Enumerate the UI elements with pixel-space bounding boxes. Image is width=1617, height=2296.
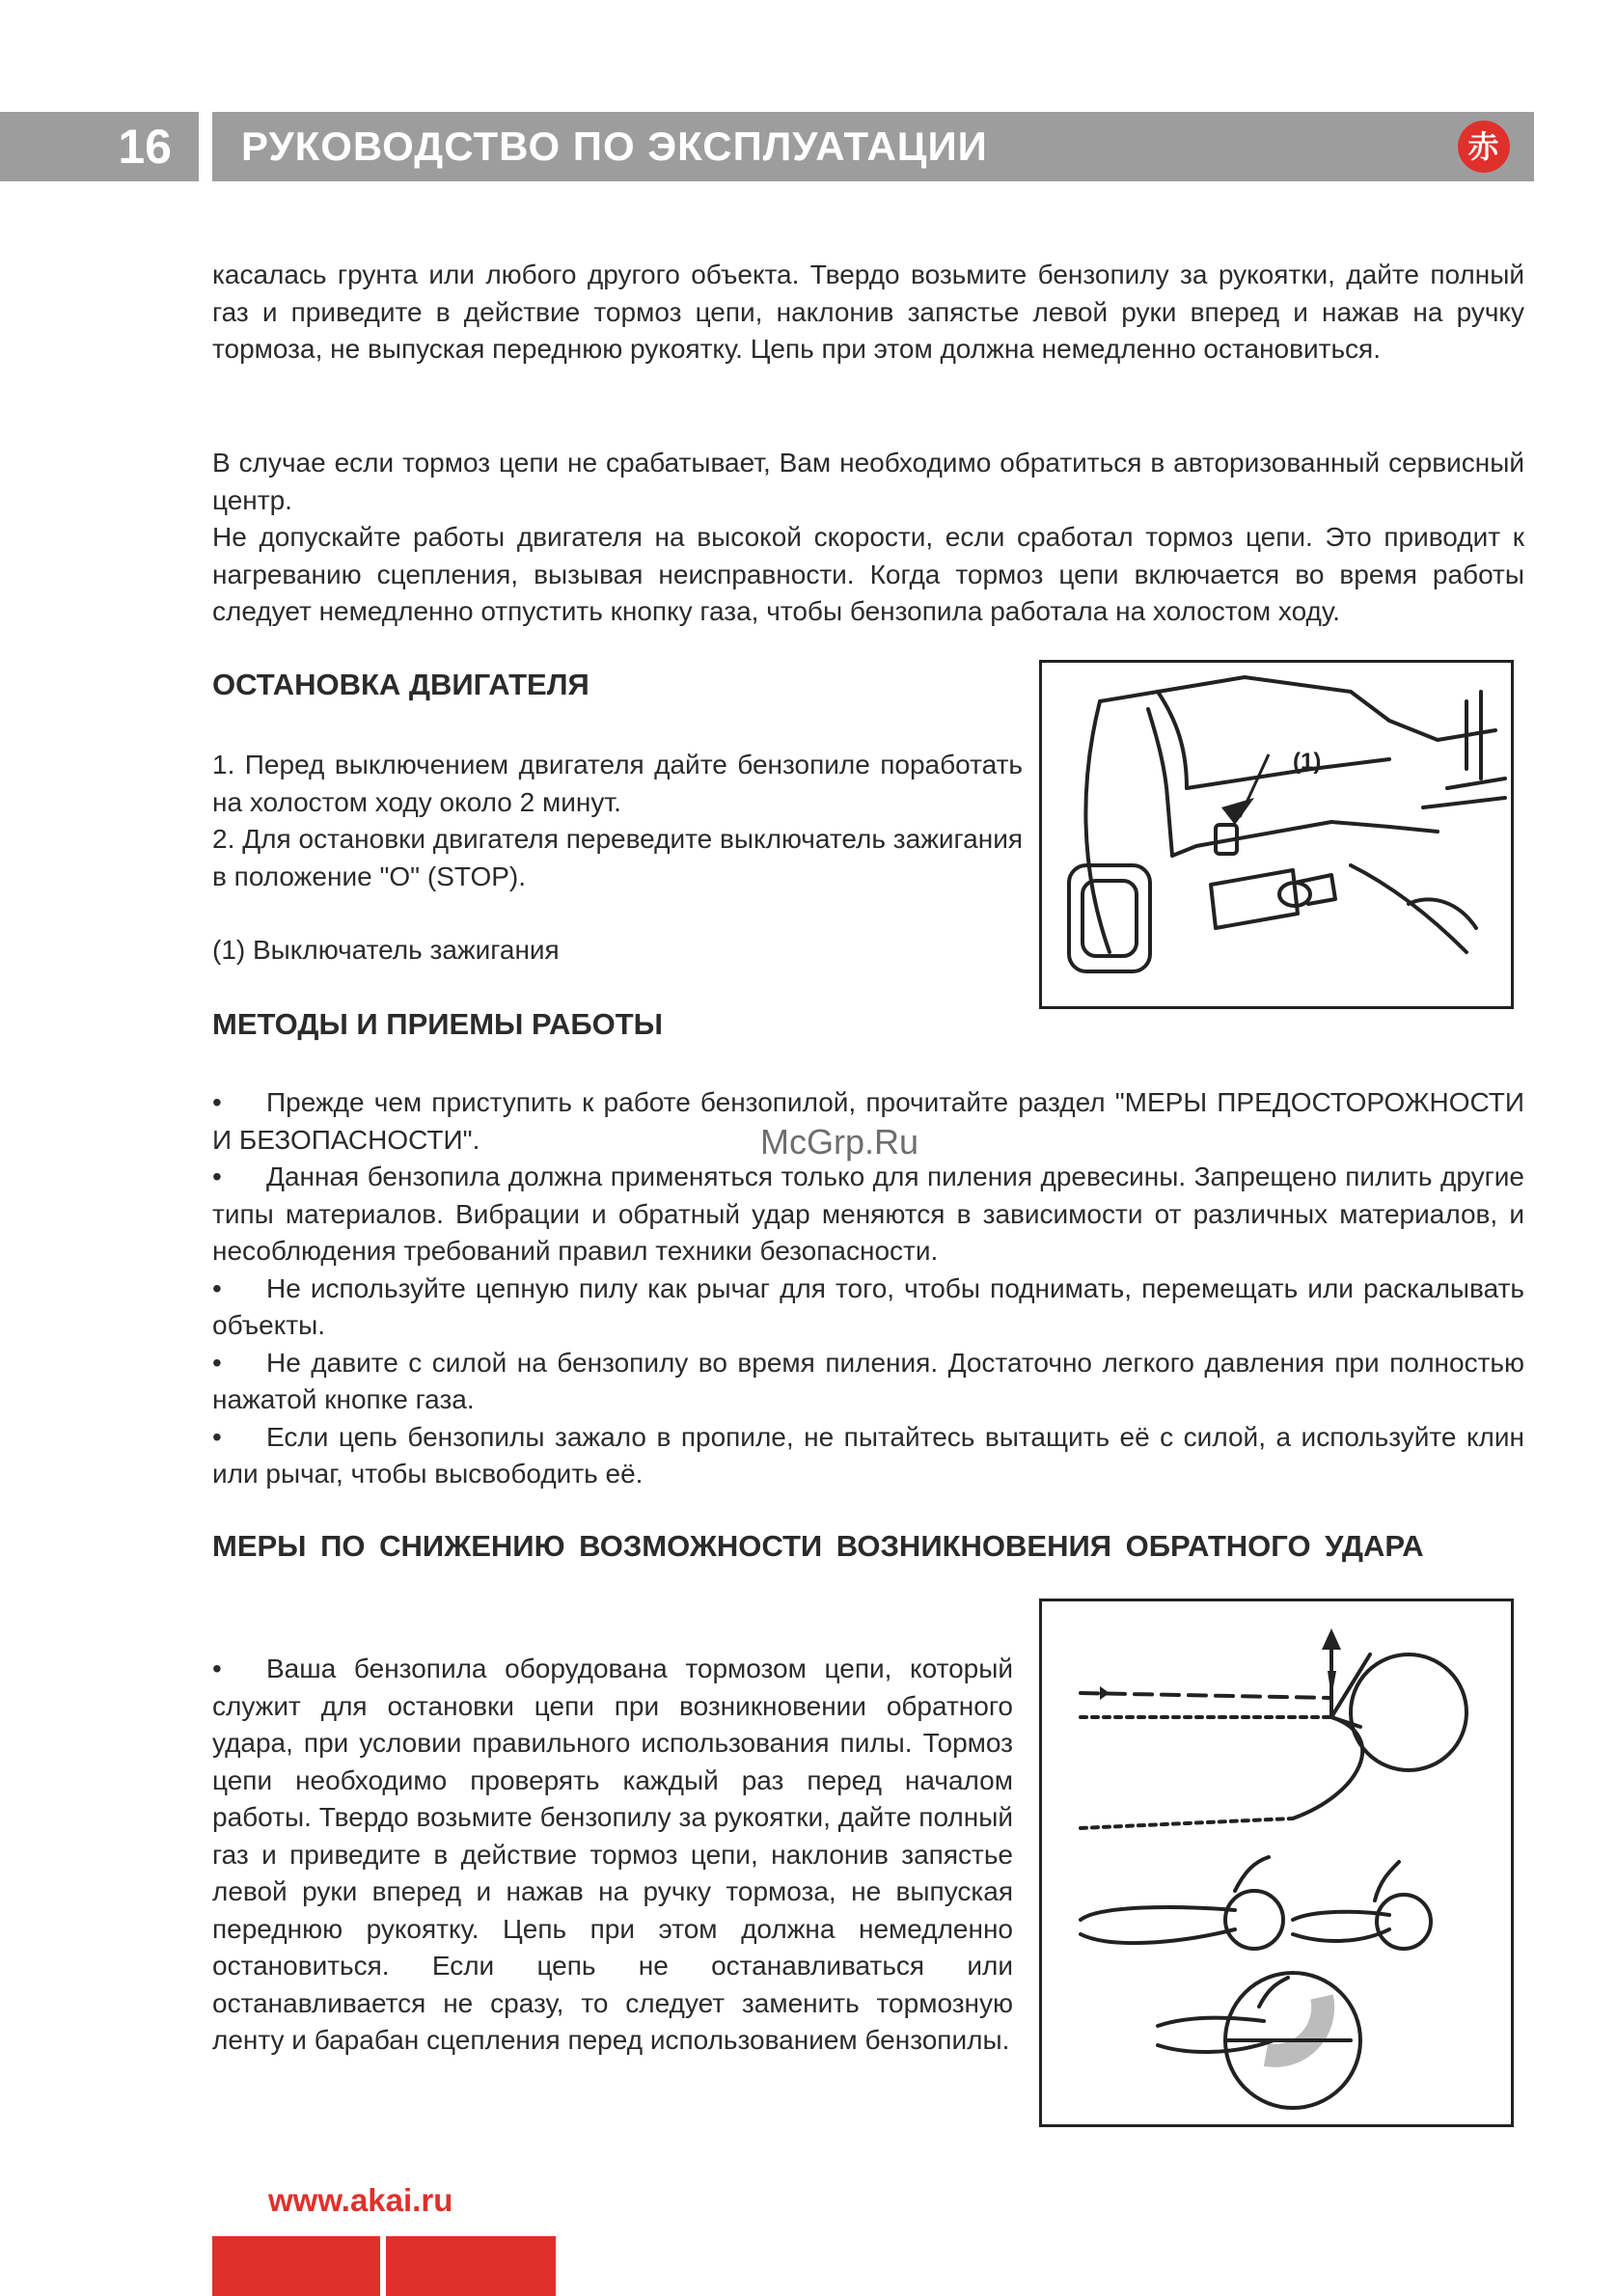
- bullet-marker: •: [212, 1162, 222, 1191]
- list-item: [212, 1419, 1524, 1493]
- brand-logo-icon: [1457, 120, 1511, 174]
- list-item-text: Не давите с силой на бензопилу во время пиления. Достаточно легкого давления при полностью нажатой кнопке газа.: [212, 1347, 1524, 1414]
- list-item-text: Прежде чем приступить к работе бензопилой, прочитайте раздел "МЕРЫ ПРЕДОСТОРОЖНОСТИ И БЕЗОПАСНОСТИ".: [212, 1087, 1524, 1155]
- kickback-text: Ваша бензопила оборудована тормозом цепи, который служит для остановки цепи при возникновении обратного удара, при условии правильного использования пилы. Тормоз цепи необходимо проверять каждый раз перед началом работы. Твердо возьмите бензопилу за рукоятки, дайте полный газ и приведите в действие тормоз цепи, наклонив запястье левой руки вперед и нажав на ручку тормоза, не выпуская переднюю рукоятку. Цепь при этом должна немедленно остановиться. Если цепь не останавливаться или останавливается не сразу, то следует заменить тормозную ленту и барабан сцепления перед использованием бензопилы.: [212, 1654, 1013, 2055]
- bullet-marker: •: [212, 1421, 222, 1452]
- bullet-marker: •: [212, 1347, 222, 1378]
- stop-legend: (1) Выключатель зажигания: [212, 935, 560, 965]
- section-heading-kickback: МЕРЫ ПО СНИЖЕНИЮ ВОЗМОЖНОСТИ ВОЗНИКНОВЕНИЯ ОБРАТНОГО УДАРА: [212, 1529, 1424, 1563]
- intro-paragraph-3: Не допускайте работы двигателя на высокой скорости, если сработал тормоз цепи. Это приводит к нагреванию сцепления, вызывая неисправности. Когда тормоз цепи включается во время работы следует немедленно отпустить кнопку газа, чтобы бензопила работала на холостом ходу.: [212, 522, 1524, 626]
- list-item-text: Не используйте цепную пилу как рычаг для того, чтобы поднимать, перемещать или раскалывать объекты.: [212, 1272, 1524, 1340]
- list-item: [212, 1159, 1524, 1271]
- kickback-illustration: [1042, 1601, 1511, 2124]
- list-item: [212, 1345, 1524, 1419]
- bullet-marker: •: [212, 1654, 222, 1683]
- bullet-marker: •: [212, 1272, 222, 1303]
- page-number: 16: [0, 112, 199, 181]
- ignition-switch-illustration: [1042, 663, 1511, 1006]
- figure-kickback: [1039, 1599, 1514, 2127]
- section-heading-methods: МЕТОДЫ И ПРИЕМЫ РАБОТЫ: [212, 1007, 664, 1041]
- footer-band: [212, 2236, 556, 2296]
- bullet-marker: •: [212, 1087, 222, 1117]
- figure-callout-label: (1): [1293, 749, 1322, 775]
- list-item-text: Если цепь бензопилы зажало в пропиле, не пытайтесь вытащить её с силой, а используйте клин или рычаг, чтобы высвободить её.: [212, 1421, 1524, 1489]
- list-item-text: Данная бензопила должна применяться только для пиления древесины. Запрещено пилить другие типы материалов. Вибрации и обратный удар меняются в зависимости от различных материалов, и несоблюдения требований правил техники безопасности.: [212, 1162, 1524, 1266]
- figure-ignition-switch: [1039, 660, 1514, 1009]
- watermark: McGrp.Ru: [760, 1122, 919, 1162]
- section-heading-stop-engine: ОСТАНОВКА ДВИГАТЕЛЯ: [212, 668, 589, 701]
- stop-step-1: 1. Перед выключением двигателя дайте бензопиле поработать на холостом ходу около 2 минут.: [212, 750, 1023, 817]
- page-title: РУКОВОДСТВО ПО ЭКСПЛУАТАЦИИ: [241, 123, 988, 169]
- stop-step-2: 2. Для остановки двигателя переведите выключатель зажигания в положение "O" (STOP).: [212, 824, 1023, 891]
- brand-logo-glyph: 赤: [1467, 128, 1500, 165]
- intro-paragraph-2: В случае если тормоз цепи не срабатывает, Вам необходимо обратиться в авторизованный сервисный центр.: [212, 448, 1524, 515]
- footer-url: www.akai.ru: [268, 2182, 453, 2218]
- page-header: [212, 112, 1534, 181]
- list-item: [212, 1271, 1524, 1345]
- kickback-paragraph: [212, 1651, 1013, 2060]
- intro-paragraph-1: касалась грунта или любого другого объекта. Твердо возьмите бензопилу за рукоятки, дайте полный газ и приведите в действие тормоз цепи, наклонив запястье левой руки вперед и нажав на ручку тормоза, не выпуская переднюю рукоятку. Цепь при этом должна немедленно остановиться.: [212, 260, 1524, 364]
